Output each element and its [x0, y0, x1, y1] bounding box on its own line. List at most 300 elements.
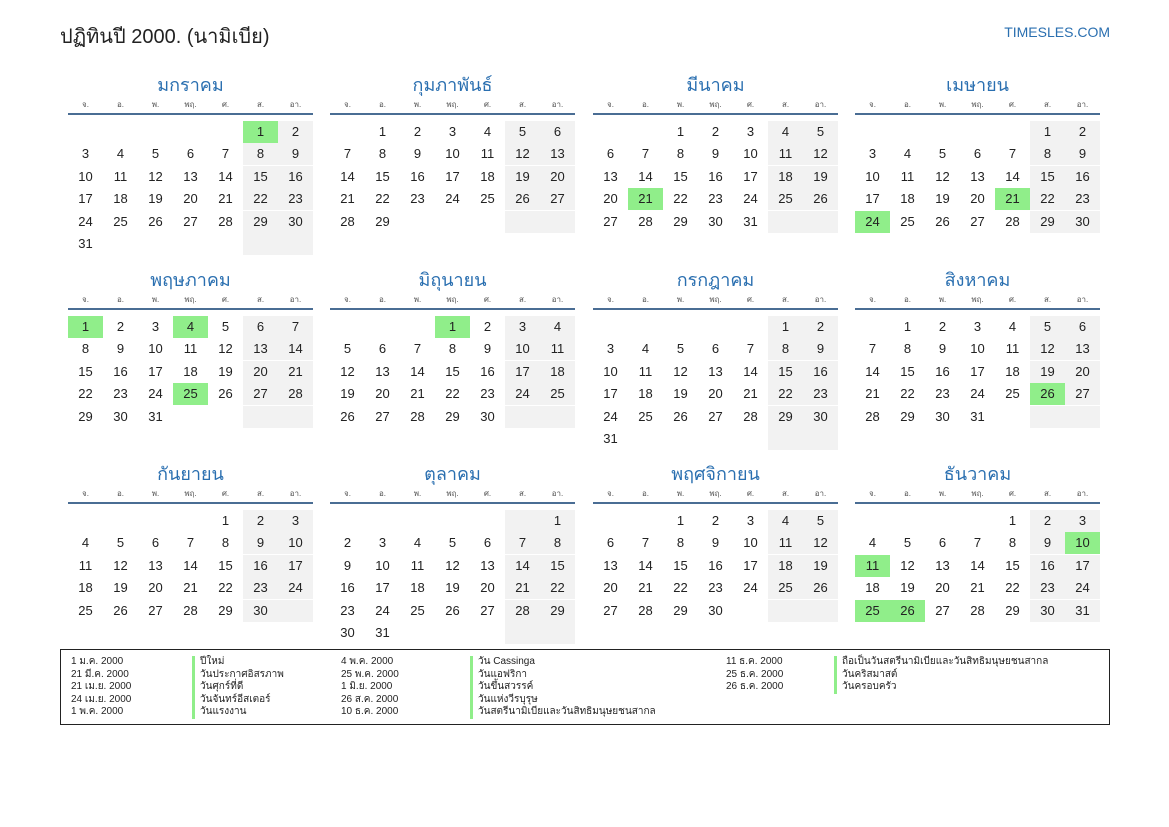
day-cell[interactable]: 22	[673, 191, 688, 206]
day-cell[interactable]: 29	[1005, 602, 1020, 618]
day-cell[interactable]: 6	[1065, 316, 1100, 338]
day-cell[interactable]: 25	[768, 577, 803, 599]
day-cell[interactable]: 16	[803, 361, 838, 383]
day-cell[interactable]: 8	[81, 341, 90, 356]
day-cell[interactable]: 3	[278, 510, 313, 532]
day-cell[interactable]: 28	[278, 383, 313, 405]
day-cell[interactable]: 1	[903, 318, 912, 334]
day-cell[interactable]: 13	[935, 557, 950, 573]
day-cell[interactable]: 22	[768, 383, 803, 405]
day-cell[interactable]: 17	[743, 557, 758, 573]
day-cell[interactable]: 17	[603, 386, 618, 401]
day-cell[interactable]: 7	[505, 532, 540, 554]
day-cell[interactable]: 24	[970, 386, 985, 401]
day-cell[interactable]: 6	[243, 316, 278, 338]
day-cell[interactable]: 26	[218, 386, 233, 401]
day-cell[interactable]: 9	[1065, 143, 1100, 165]
day-cell[interactable]: 29	[1030, 211, 1065, 233]
day-cell[interactable]: 16	[708, 168, 723, 184]
day-cell[interactable]: 25	[410, 602, 425, 618]
day-cell[interactable]: 28	[743, 408, 758, 424]
day-cell[interactable]: 18	[865, 580, 880, 595]
day-cell[interactable]: 13	[375, 363, 390, 379]
day-cell[interactable]: 3	[746, 123, 755, 139]
day-cell[interactable]: 3	[448, 123, 457, 139]
day-cell[interactable]: 23	[243, 577, 278, 599]
day-cell[interactable]: 20	[148, 580, 163, 595]
day-cell[interactable]: 28	[638, 213, 653, 229]
day-cell[interactable]: 8	[540, 532, 575, 554]
day-cell[interactable]: 23	[480, 386, 495, 401]
day-cell[interactable]: 21	[628, 188, 663, 210]
day-cell[interactable]: 15	[218, 557, 233, 573]
day-cell[interactable]: 8	[768, 338, 803, 360]
day-cell[interactable]: 17	[375, 580, 390, 595]
day-cell[interactable]: 5	[676, 341, 685, 356]
brand-link[interactable]: TIMESLES.COM	[1004, 24, 1110, 40]
day-cell[interactable]: 18	[768, 166, 803, 188]
day-cell[interactable]: 16	[340, 580, 355, 595]
day-cell[interactable]: 23	[708, 191, 723, 206]
day-cell[interactable]: 14	[410, 363, 425, 379]
day-cell[interactable]: 17	[1065, 555, 1100, 577]
day-cell[interactable]: 22	[1030, 188, 1065, 210]
day-cell[interactable]: 20	[935, 580, 950, 595]
day-cell[interactable]: 12	[445, 557, 460, 573]
day-cell[interactable]: 24	[1065, 577, 1100, 599]
day-cell[interactable]: 24	[78, 213, 93, 229]
day-cell[interactable]: 8	[676, 146, 685, 161]
day-cell[interactable]: 19	[803, 555, 838, 577]
day-cell[interactable]: 7	[413, 341, 422, 356]
day-cell[interactable]: 7	[343, 146, 352, 161]
day-cell[interactable]: 25	[638, 408, 653, 424]
day-cell[interactable]: 4	[903, 146, 912, 161]
day-cell[interactable]: 13	[480, 557, 495, 573]
day-cell[interactable]: 28	[638, 602, 653, 618]
day-cell[interactable]: 19	[673, 386, 688, 401]
day-cell[interactable]: 19	[935, 191, 950, 206]
day-cell[interactable]: 15	[540, 555, 575, 577]
day-cell[interactable]: 28	[865, 408, 880, 424]
day-cell[interactable]: 10	[445, 146, 460, 161]
day-cell[interactable]: 20	[375, 386, 390, 401]
day-cell[interactable]: 11	[900, 168, 915, 184]
day-cell[interactable]: 6	[606, 535, 615, 550]
day-cell[interactable]: 9	[278, 143, 313, 165]
day-cell[interactable]: 27	[375, 408, 390, 424]
day-cell[interactable]: 29	[768, 406, 803, 428]
day-cell[interactable]: 6	[711, 341, 720, 356]
day-cell[interactable]: 26	[803, 188, 838, 210]
day-cell[interactable]: 27	[148, 602, 163, 618]
day-cell[interactable]: 14	[638, 168, 653, 184]
day-cell[interactable]: 8	[1030, 143, 1065, 165]
day-cell[interactable]: 8	[378, 146, 387, 161]
day-cell[interactable]: 16	[935, 363, 950, 379]
day-cell[interactable]: 23	[708, 580, 723, 595]
day-cell[interactable]: 12	[803, 143, 838, 165]
day-cell[interactable]: 31	[1065, 600, 1100, 622]
day-cell[interactable]: 13	[708, 363, 723, 379]
day-cell[interactable]: 3	[81, 146, 90, 161]
day-cell[interactable]: 6	[606, 146, 615, 161]
day-cell[interactable]: 22	[540, 577, 575, 599]
day-cell[interactable]: 1	[540, 510, 575, 532]
day-cell[interactable]: 4	[641, 341, 650, 356]
day-cell[interactable]: 27	[183, 213, 198, 229]
day-cell[interactable]: 24	[855, 211, 890, 233]
day-cell[interactable]: 3	[1065, 510, 1100, 532]
day-cell[interactable]: 28	[410, 408, 425, 424]
day-cell[interactable]: 14	[183, 557, 198, 573]
day-cell[interactable]: 13	[603, 557, 618, 573]
day-cell[interactable]: 15	[900, 363, 915, 379]
day-cell[interactable]: 6	[151, 535, 160, 550]
day-cell[interactable]: 16	[1065, 166, 1100, 188]
day-cell[interactable]: 28	[505, 600, 540, 622]
day-cell[interactable]: 21	[183, 580, 198, 595]
day-cell[interactable]: 9	[116, 341, 125, 356]
day-cell[interactable]: 30	[278, 211, 313, 233]
day-cell[interactable]: 12	[1030, 338, 1065, 360]
day-cell[interactable]: 10	[970, 341, 985, 356]
day-cell[interactable]: 5	[448, 535, 457, 550]
day-cell[interactable]: 2	[803, 316, 838, 338]
day-cell[interactable]: 22	[673, 580, 688, 595]
day-cell[interactable]: 21	[410, 386, 425, 401]
day-cell[interactable]: 7	[1008, 146, 1017, 161]
day-cell[interactable]: 6	[973, 146, 982, 161]
day-cell[interactable]: 22	[445, 386, 460, 401]
day-cell[interactable]: 19	[803, 166, 838, 188]
day-cell[interactable]: 28	[183, 602, 198, 618]
day-cell[interactable]: 7	[746, 341, 755, 356]
day-cell[interactable]: 7	[641, 146, 650, 161]
day-cell[interactable]: 15	[768, 361, 803, 383]
day-cell[interactable]: 29	[900, 408, 915, 424]
day-cell[interactable]: 19	[445, 580, 460, 595]
day-cell[interactable]: 22	[375, 191, 390, 206]
day-cell[interactable]: 9	[413, 146, 422, 161]
day-cell[interactable]: 21	[278, 361, 313, 383]
day-cell[interactable]: 12	[935, 168, 950, 184]
day-cell[interactable]: 4	[540, 316, 575, 338]
day-cell[interactable]: 7	[868, 341, 877, 356]
day-cell[interactable]: 17	[148, 363, 163, 379]
day-cell[interactable]: 16	[243, 555, 278, 577]
day-cell[interactable]: 10	[148, 341, 163, 356]
day-cell[interactable]: 4	[116, 146, 125, 161]
day-cell[interactable]: 8	[1008, 535, 1017, 550]
day-cell[interactable]: 23	[803, 383, 838, 405]
day-cell[interactable]: 16	[113, 363, 128, 379]
day-cell[interactable]: 6	[938, 535, 947, 550]
day-cell[interactable]: 25	[855, 600, 890, 622]
day-cell[interactable]: 14	[743, 363, 758, 379]
day-cell[interactable]: 23	[340, 602, 355, 618]
day-cell[interactable]: 11	[410, 557, 425, 573]
day-cell[interactable]: 12	[673, 363, 688, 379]
day-cell[interactable]: 31	[603, 431, 618, 446]
day-cell[interactable]: 24	[375, 602, 390, 618]
day-cell[interactable]: 8	[221, 535, 230, 550]
day-cell[interactable]: 5	[116, 535, 125, 550]
day-cell[interactable]: 10	[743, 146, 758, 161]
day-cell[interactable]: 1	[243, 121, 278, 143]
day-cell[interactable]: 11	[855, 555, 890, 577]
day-cell[interactable]: 2	[938, 318, 947, 334]
day-cell[interactable]: 1	[68, 316, 103, 338]
day-cell[interactable]: 18	[1005, 363, 1020, 379]
day-cell[interactable]: 6	[186, 146, 195, 161]
day-cell[interactable]: 23	[113, 386, 128, 401]
day-cell[interactable]: 18	[540, 361, 575, 383]
day-cell[interactable]: 27	[1065, 383, 1100, 405]
day-cell[interactable]: 1	[768, 316, 803, 338]
day-cell[interactable]: 28	[1005, 213, 1020, 229]
day-cell[interactable]: 14	[970, 557, 985, 573]
day-cell[interactable]: 3	[746, 512, 755, 528]
day-cell[interactable]: 18	[900, 191, 915, 206]
day-cell[interactable]: 4	[81, 535, 90, 550]
day-cell[interactable]: 17	[278, 555, 313, 577]
day-cell[interactable]: 20	[183, 191, 198, 206]
day-cell[interactable]: 26	[148, 213, 163, 229]
day-cell[interactable]: 14	[638, 557, 653, 573]
day-cell[interactable]: 19	[1030, 361, 1065, 383]
day-cell[interactable]: 14	[278, 338, 313, 360]
day-cell[interactable]: 21	[865, 386, 880, 401]
day-cell[interactable]: 19	[218, 363, 233, 379]
day-cell[interactable]: 11	[1005, 341, 1020, 356]
day-cell[interactable]: 8	[903, 341, 912, 356]
day-cell[interactable]: 14	[505, 555, 540, 577]
day-cell[interactable]: 19	[505, 166, 540, 188]
day-cell[interactable]: 18	[480, 168, 495, 184]
day-cell[interactable]: 3	[151, 318, 160, 334]
day-cell[interactable]: 17	[743, 168, 758, 184]
day-cell[interactable]: 2	[483, 318, 492, 334]
day-cell[interactable]: 16	[410, 168, 425, 184]
day-cell[interactable]: 2	[413, 123, 422, 139]
day-cell[interactable]: 20	[540, 166, 575, 188]
day-cell[interactable]: 20	[480, 580, 495, 595]
day-cell[interactable]: 30	[243, 600, 278, 622]
day-cell[interactable]: 10	[505, 338, 540, 360]
day-cell[interactable]: 15	[1005, 557, 1020, 573]
day-cell[interactable]: 28	[970, 602, 985, 618]
day-cell[interactable]: 11	[540, 338, 575, 360]
day-cell[interactable]: 5	[151, 146, 160, 161]
day-cell[interactable]: 5	[803, 121, 838, 143]
day-cell[interactable]: 30	[708, 602, 723, 618]
day-cell[interactable]: 3	[606, 341, 615, 356]
day-cell[interactable]: 3	[868, 146, 877, 161]
day-cell[interactable]: 12	[505, 143, 540, 165]
day-cell[interactable]: 30	[708, 213, 723, 229]
day-cell[interactable]: 26	[803, 577, 838, 599]
day-cell[interactable]: 9	[1030, 532, 1065, 554]
day-cell[interactable]: 23	[1030, 577, 1065, 599]
day-cell[interactable]: 27	[970, 213, 985, 229]
day-cell[interactable]: 1	[221, 512, 230, 528]
day-cell[interactable]: 24	[603, 408, 618, 424]
day-cell[interactable]: 26	[890, 600, 925, 622]
day-cell[interactable]: 30	[803, 406, 838, 428]
day-cell[interactable]: 1	[1030, 121, 1065, 143]
day-cell[interactable]: 18	[410, 580, 425, 595]
day-cell[interactable]: 8	[676, 535, 685, 550]
day-cell[interactable]: 27	[243, 383, 278, 405]
day-cell[interactable]: 11	[768, 532, 803, 554]
day-cell[interactable]: 18	[768, 555, 803, 577]
day-cell[interactable]: 31	[743, 213, 758, 229]
day-cell[interactable]: 4	[768, 510, 803, 532]
day-cell[interactable]: 15	[243, 166, 278, 188]
day-cell[interactable]: 13	[970, 168, 985, 184]
day-cell[interactable]: 19	[900, 580, 915, 595]
day-cell[interactable]: 7	[278, 316, 313, 338]
day-cell[interactable]: 2	[278, 121, 313, 143]
day-cell[interactable]: 3	[378, 535, 387, 550]
day-cell[interactable]: 31	[970, 408, 985, 424]
day-cell[interactable]: 10	[865, 168, 880, 184]
day-cell[interactable]: 20	[603, 191, 618, 206]
day-cell[interactable]: 30	[1065, 211, 1100, 233]
day-cell[interactable]: 10	[78, 168, 93, 184]
day-cell[interactable]: 19	[148, 191, 163, 206]
day-cell[interactable]: 24	[278, 577, 313, 599]
day-cell[interactable]: 24	[445, 191, 460, 206]
day-cell[interactable]: 4	[483, 123, 492, 139]
day-cell[interactable]: 16	[708, 557, 723, 573]
day-cell[interactable]: 9	[483, 341, 492, 356]
day-cell[interactable]: 18	[78, 580, 93, 595]
day-cell[interactable]: 29	[375, 213, 390, 229]
day-cell[interactable]: 14	[218, 168, 233, 184]
day-cell[interactable]: 7	[221, 146, 230, 161]
day-cell[interactable]: 27	[480, 602, 495, 618]
day-cell[interactable]: 29	[78, 408, 93, 424]
day-cell[interactable]: 5	[938, 146, 947, 161]
day-cell[interactable]: 29	[673, 602, 688, 618]
day-cell[interactable]: 6	[483, 535, 492, 550]
day-cell[interactable]: 28	[218, 213, 233, 229]
day-cell[interactable]: 17	[445, 168, 460, 184]
day-cell[interactable]: 16	[480, 363, 495, 379]
day-cell[interactable]: 31	[375, 625, 390, 640]
day-cell[interactable]: 2	[343, 535, 352, 550]
day-cell[interactable]: 22	[243, 188, 278, 210]
day-cell[interactable]: 25	[113, 213, 128, 229]
day-cell[interactable]: 7	[973, 535, 982, 550]
day-cell[interactable]: 10	[603, 363, 618, 379]
day-cell[interactable]: 9	[243, 532, 278, 554]
day-cell[interactable]: 11	[183, 341, 198, 356]
day-cell[interactable]: 26	[445, 602, 460, 618]
day-cell[interactable]: 21	[995, 188, 1030, 210]
day-cell[interactable]: 2	[1065, 121, 1100, 143]
day-cell[interactable]: 29	[540, 600, 575, 622]
day-cell[interactable]: 27	[540, 188, 575, 210]
day-cell[interactable]: 12	[803, 532, 838, 554]
day-cell[interactable]: 20	[708, 386, 723, 401]
day-cell[interactable]: 24	[505, 383, 540, 405]
day-cell[interactable]: 30	[340, 625, 355, 640]
day-cell[interactable]: 3	[973, 318, 982, 334]
day-cell[interactable]: 24	[148, 386, 163, 401]
day-cell[interactable]: 10	[743, 535, 758, 550]
day-cell[interactable]: 12	[900, 557, 915, 573]
day-cell[interactable]: 14	[340, 168, 355, 184]
day-cell[interactable]: 7	[641, 535, 650, 550]
day-cell[interactable]: 24	[743, 191, 758, 206]
day-cell[interactable]: 9	[343, 557, 352, 573]
day-cell[interactable]: 20	[603, 580, 618, 595]
day-cell[interactable]: 25	[1005, 386, 1020, 401]
day-cell[interactable]: 23	[1065, 188, 1100, 210]
day-cell[interactable]: 15	[673, 557, 688, 573]
day-cell[interactable]: 6	[378, 341, 387, 356]
day-cell[interactable]: 5	[1030, 316, 1065, 338]
day-cell[interactable]: 12	[218, 341, 233, 356]
day-cell[interactable]: 30	[480, 408, 495, 424]
day-cell[interactable]: 27	[708, 408, 723, 424]
day-cell[interactable]: 4	[868, 535, 877, 550]
day-cell[interactable]: 13	[183, 168, 198, 184]
day-cell[interactable]: 17	[78, 191, 93, 206]
day-cell[interactable]: 22	[1005, 580, 1020, 595]
day-cell[interactable]: 22	[218, 580, 233, 595]
day-cell[interactable]: 15	[375, 168, 390, 184]
day-cell[interactable]: 20	[970, 191, 985, 206]
day-cell[interactable]: 10	[375, 557, 390, 573]
day-cell[interactable]: 7	[186, 535, 195, 550]
day-cell[interactable]: 14	[1005, 168, 1020, 184]
day-cell[interactable]: 15	[445, 363, 460, 379]
day-cell[interactable]: 15	[78, 363, 93, 379]
day-cell[interactable]: 21	[340, 191, 355, 206]
day-cell[interactable]: 30	[935, 408, 950, 424]
day-cell[interactable]: 31	[78, 236, 93, 251]
day-cell[interactable]: 11	[638, 363, 653, 379]
day-cell[interactable]: 12	[148, 168, 163, 184]
day-cell[interactable]: 27	[603, 602, 618, 618]
day-cell[interactable]: 9	[938, 341, 947, 356]
day-cell[interactable]: 11	[480, 146, 495, 161]
day-cell[interactable]: 19	[340, 386, 355, 401]
day-cell[interactable]: 2	[116, 318, 125, 334]
day-cell[interactable]: 26	[1030, 383, 1065, 405]
day-cell[interactable]: 13	[148, 557, 163, 573]
day-cell[interactable]: 29	[673, 213, 688, 229]
day-cell[interactable]: 4	[413, 535, 422, 550]
day-cell[interactable]: 25	[480, 191, 495, 206]
day-cell[interactable]: 4	[1008, 318, 1017, 334]
day-cell[interactable]: 12	[340, 363, 355, 379]
day-cell[interactable]: 9	[803, 338, 838, 360]
day-cell[interactable]: 1	[676, 512, 685, 528]
day-cell[interactable]: 2	[711, 123, 720, 139]
day-cell[interactable]: 19	[113, 580, 128, 595]
day-cell[interactable]: 18	[113, 191, 128, 206]
day-cell[interactable]: 27	[935, 602, 950, 618]
day-cell[interactable]: 22	[78, 386, 93, 401]
day-cell[interactable]: 29	[218, 602, 233, 618]
day-cell[interactable]: 16	[1030, 555, 1065, 577]
day-cell[interactable]: 1	[1008, 512, 1017, 528]
